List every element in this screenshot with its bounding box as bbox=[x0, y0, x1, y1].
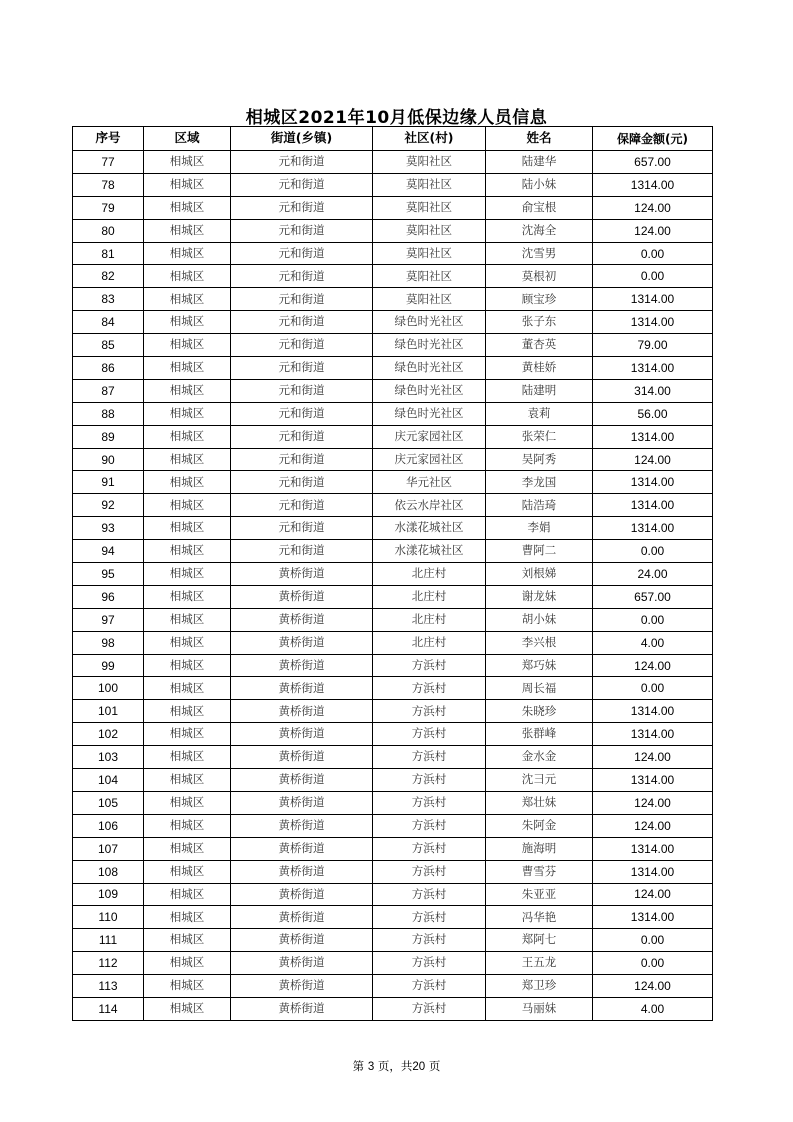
cell-street: 元和街道 bbox=[231, 196, 373, 219]
cell-street: 黄桥街道 bbox=[231, 997, 373, 1020]
cell-index: 109 bbox=[73, 883, 144, 906]
cell-amount: 1314.00 bbox=[593, 494, 713, 517]
table-row bbox=[73, 929, 713, 952]
cell-district: 相城区 bbox=[144, 517, 231, 540]
cell-street: 黄桥街道 bbox=[231, 860, 373, 883]
cell-index: 103 bbox=[73, 746, 144, 769]
cell-index: 93 bbox=[73, 517, 144, 540]
footer-suffix: 页 bbox=[428, 1059, 441, 1073]
table-body bbox=[73, 151, 713, 1021]
table-row bbox=[73, 540, 713, 563]
cell-amount: 1314.00 bbox=[593, 906, 713, 929]
cell-street: 元和街道 bbox=[231, 173, 373, 196]
cell-community: 依云水岸社区 bbox=[373, 494, 486, 517]
cell-amount: 1314.00 bbox=[593, 425, 713, 448]
cell-street: 黄桥街道 bbox=[231, 746, 373, 769]
cell-amount: 56.00 bbox=[593, 402, 713, 425]
cell-district: 相城区 bbox=[144, 860, 231, 883]
cell-amount: 124.00 bbox=[593, 448, 713, 471]
cell-community: 方浜村 bbox=[373, 837, 486, 860]
current-page-number: 3 bbox=[367, 1061, 375, 1073]
cell-community: 水漾花城社区 bbox=[373, 540, 486, 563]
cell-district: 相城区 bbox=[144, 448, 231, 471]
total-page-count: 20 bbox=[412, 1061, 426, 1073]
cell-name: 王五龙 bbox=[486, 952, 593, 975]
cell-community: 北庄村 bbox=[373, 563, 486, 586]
cell-index: 83 bbox=[73, 288, 144, 311]
cell-community: 莫阳社区 bbox=[373, 265, 486, 288]
cell-community: 方浜村 bbox=[373, 975, 486, 998]
cell-index: 91 bbox=[73, 471, 144, 494]
cell-street: 元和街道 bbox=[231, 288, 373, 311]
cell-amount: 4.00 bbox=[593, 631, 713, 654]
document-title: 相城区2021年10月低保边缘人员信息 bbox=[245, 108, 548, 128]
column-header-name: 姓名 bbox=[486, 127, 593, 151]
cell-district: 相城区 bbox=[144, 334, 231, 357]
cell-index: 108 bbox=[73, 860, 144, 883]
cell-community: 方浜村 bbox=[373, 929, 486, 952]
cell-community: 北庄村 bbox=[373, 631, 486, 654]
table-row bbox=[73, 700, 713, 723]
table-row bbox=[73, 402, 713, 425]
cell-name: 刘根娣 bbox=[486, 563, 593, 586]
cell-index: 81 bbox=[73, 242, 144, 265]
cell-name: 曹阿二 bbox=[486, 540, 593, 563]
cell-district: 相城区 bbox=[144, 357, 231, 380]
cell-name: 朱亚亚 bbox=[486, 883, 593, 906]
cell-district: 相城区 bbox=[144, 906, 231, 929]
cell-district: 相城区 bbox=[144, 791, 231, 814]
cell-index: 96 bbox=[73, 585, 144, 608]
cell-index: 92 bbox=[73, 494, 144, 517]
table-row bbox=[73, 608, 713, 631]
cell-index: 90 bbox=[73, 448, 144, 471]
column-header-district: 区域 bbox=[144, 127, 231, 151]
cell-street: 元和街道 bbox=[231, 265, 373, 288]
cell-district: 相城区 bbox=[144, 929, 231, 952]
cell-community: 方浜村 bbox=[373, 791, 486, 814]
column-header-community: 社区(村) bbox=[373, 127, 486, 151]
table-row bbox=[73, 791, 713, 814]
cell-index: 84 bbox=[73, 311, 144, 334]
table-row bbox=[73, 196, 713, 219]
cell-community: 莫阳社区 bbox=[373, 242, 486, 265]
cell-index: 97 bbox=[73, 608, 144, 631]
cell-district: 相城区 bbox=[144, 997, 231, 1020]
cell-index: 112 bbox=[73, 952, 144, 975]
table-row bbox=[73, 883, 713, 906]
cell-index: 105 bbox=[73, 791, 144, 814]
cell-index: 111 bbox=[73, 929, 144, 952]
cell-name: 陆建明 bbox=[486, 379, 593, 402]
cell-district: 相城区 bbox=[144, 631, 231, 654]
cell-name: 张群峰 bbox=[486, 723, 593, 746]
cell-district: 相城区 bbox=[144, 425, 231, 448]
table-row bbox=[73, 471, 713, 494]
cell-amount: 0.00 bbox=[593, 242, 713, 265]
cell-district: 相城区 bbox=[144, 288, 231, 311]
cell-name: 朱晓珍 bbox=[486, 700, 593, 723]
cell-district: 相城区 bbox=[144, 151, 231, 174]
cell-street: 黄桥街道 bbox=[231, 700, 373, 723]
cell-district: 相城区 bbox=[144, 379, 231, 402]
cell-amount: 124.00 bbox=[593, 746, 713, 769]
cell-amount: 314.00 bbox=[593, 379, 713, 402]
cell-district: 相城区 bbox=[144, 494, 231, 517]
cell-district: 相城区 bbox=[144, 311, 231, 334]
cell-community: 方浜村 bbox=[373, 952, 486, 975]
cell-amount: 0.00 bbox=[593, 952, 713, 975]
cell-name: 李龙国 bbox=[486, 471, 593, 494]
cell-community: 方浜村 bbox=[373, 700, 486, 723]
cell-index: 78 bbox=[73, 173, 144, 196]
cell-amount: 1314.00 bbox=[593, 311, 713, 334]
cell-amount: 1314.00 bbox=[593, 769, 713, 792]
table-row bbox=[73, 677, 713, 700]
cell-index: 114 bbox=[73, 997, 144, 1020]
cell-amount: 124.00 bbox=[593, 196, 713, 219]
cell-name: 董杏英 bbox=[486, 334, 593, 357]
table-header-row bbox=[73, 127, 713, 151]
cell-name: 朱阿金 bbox=[486, 814, 593, 837]
cell-street: 黄桥街道 bbox=[231, 723, 373, 746]
cell-index: 94 bbox=[73, 540, 144, 563]
cell-street: 黄桥街道 bbox=[231, 769, 373, 792]
table-row bbox=[73, 265, 713, 288]
cell-amount: 124.00 bbox=[593, 791, 713, 814]
cell-name: 周长福 bbox=[486, 677, 593, 700]
cell-name: 陆小妹 bbox=[486, 173, 593, 196]
cell-index: 102 bbox=[73, 723, 144, 746]
cell-district: 相城区 bbox=[144, 837, 231, 860]
cell-street: 黄桥街道 bbox=[231, 631, 373, 654]
cell-name: 胡小妹 bbox=[486, 608, 593, 631]
cell-community: 莫阳社区 bbox=[373, 219, 486, 242]
cell-street: 黄桥街道 bbox=[231, 814, 373, 837]
cell-name: 曹雪芬 bbox=[486, 860, 593, 883]
cell-street: 黄桥街道 bbox=[231, 929, 373, 952]
cell-amount: 1314.00 bbox=[593, 723, 713, 746]
cell-name: 沈海全 bbox=[486, 219, 593, 242]
cell-amount: 0.00 bbox=[593, 929, 713, 952]
table-row bbox=[73, 723, 713, 746]
cell-district: 相城区 bbox=[144, 975, 231, 998]
cell-community: 水漾花城社区 bbox=[373, 517, 486, 540]
cell-amount: 124.00 bbox=[593, 883, 713, 906]
cell-name: 张荣仁 bbox=[486, 425, 593, 448]
cell-street: 黄桥街道 bbox=[231, 654, 373, 677]
cell-district: 相城区 bbox=[144, 219, 231, 242]
table-row bbox=[73, 517, 713, 540]
table-row bbox=[73, 219, 713, 242]
cell-community: 方浜村 bbox=[373, 860, 486, 883]
cell-community: 绿色时光社区 bbox=[373, 311, 486, 334]
cell-name: 马丽妹 bbox=[486, 997, 593, 1020]
cell-index: 82 bbox=[73, 265, 144, 288]
cell-name: 郑阿七 bbox=[486, 929, 593, 952]
table-row bbox=[73, 585, 713, 608]
cell-name: 陆建华 bbox=[486, 151, 593, 174]
cell-district: 相城区 bbox=[144, 723, 231, 746]
footer-prefix: 第 bbox=[352, 1059, 365, 1073]
cell-community: 绿色时光社区 bbox=[373, 357, 486, 380]
table-row bbox=[73, 242, 713, 265]
cell-amount: 657.00 bbox=[593, 151, 713, 174]
table-row bbox=[73, 311, 713, 334]
table-row bbox=[73, 769, 713, 792]
cell-district: 相城区 bbox=[144, 654, 231, 677]
cell-amount: 124.00 bbox=[593, 219, 713, 242]
cell-community: 方浜村 bbox=[373, 883, 486, 906]
cell-district: 相城区 bbox=[144, 883, 231, 906]
cell-name: 吴阿秀 bbox=[486, 448, 593, 471]
cell-street: 元和街道 bbox=[231, 540, 373, 563]
cell-amount: 0.00 bbox=[593, 677, 713, 700]
cell-index: 104 bbox=[73, 769, 144, 792]
table-row bbox=[73, 151, 713, 174]
table-row bbox=[73, 288, 713, 311]
table-row bbox=[73, 997, 713, 1020]
cell-name: 张子东 bbox=[486, 311, 593, 334]
cell-community: 莫阳社区 bbox=[373, 173, 486, 196]
cell-amount: 0.00 bbox=[593, 265, 713, 288]
cell-name: 郑卫珍 bbox=[486, 975, 593, 998]
cell-street: 黄桥街道 bbox=[231, 837, 373, 860]
cell-amount: 1314.00 bbox=[593, 357, 713, 380]
cell-district: 相城区 bbox=[144, 700, 231, 723]
table-row bbox=[73, 814, 713, 837]
cell-community: 绿色时光社区 bbox=[373, 334, 486, 357]
cell-street: 元和街道 bbox=[231, 219, 373, 242]
cell-index: 99 bbox=[73, 654, 144, 677]
cell-street: 黄桥街道 bbox=[231, 608, 373, 631]
cell-street: 元和街道 bbox=[231, 311, 373, 334]
cell-name: 谢龙妹 bbox=[486, 585, 593, 608]
cell-street: 黄桥街道 bbox=[231, 883, 373, 906]
cell-community: 方浜村 bbox=[373, 769, 486, 792]
table-row bbox=[73, 425, 713, 448]
cell-amount: 1314.00 bbox=[593, 288, 713, 311]
cell-index: 98 bbox=[73, 631, 144, 654]
cell-amount: 1314.00 bbox=[593, 700, 713, 723]
cell-amount: 4.00 bbox=[593, 997, 713, 1020]
cell-name: 李娟 bbox=[486, 517, 593, 540]
cell-community: 北庄村 bbox=[373, 608, 486, 631]
cell-community: 方浜村 bbox=[373, 746, 486, 769]
cell-district: 相城区 bbox=[144, 265, 231, 288]
table-row bbox=[73, 173, 713, 196]
table-row bbox=[73, 379, 713, 402]
cell-district: 相城区 bbox=[144, 242, 231, 265]
cell-name: 黄桂娇 bbox=[486, 357, 593, 380]
cell-index: 77 bbox=[73, 151, 144, 174]
footer-middle: 页，共 bbox=[377, 1059, 413, 1073]
cell-community: 庆元家园社区 bbox=[373, 448, 486, 471]
cell-street: 元和街道 bbox=[231, 517, 373, 540]
cell-community: 华元社区 bbox=[373, 471, 486, 494]
cell-amount: 124.00 bbox=[593, 654, 713, 677]
cell-community: 方浜村 bbox=[373, 906, 486, 929]
cell-community: 方浜村 bbox=[373, 677, 486, 700]
cell-community: 绿色时光社区 bbox=[373, 402, 486, 425]
cell-street: 元和街道 bbox=[231, 379, 373, 402]
cell-district: 相城区 bbox=[144, 677, 231, 700]
cell-amount: 657.00 bbox=[593, 585, 713, 608]
cell-name: 袁莉 bbox=[486, 402, 593, 425]
column-header-index: 序号 bbox=[73, 127, 144, 151]
cell-amount: 0.00 bbox=[593, 608, 713, 631]
cell-index: 88 bbox=[73, 402, 144, 425]
cell-district: 相城区 bbox=[144, 769, 231, 792]
cell-district: 相城区 bbox=[144, 196, 231, 219]
cell-name: 金水金 bbox=[486, 746, 593, 769]
cell-community: 绿色时光社区 bbox=[373, 379, 486, 402]
cell-amount: 124.00 bbox=[593, 975, 713, 998]
cell-street: 元和街道 bbox=[231, 425, 373, 448]
cell-index: 100 bbox=[73, 677, 144, 700]
table-row bbox=[73, 837, 713, 860]
cell-index: 86 bbox=[73, 357, 144, 380]
cell-street: 黄桥街道 bbox=[231, 677, 373, 700]
cell-community: 方浜村 bbox=[373, 997, 486, 1020]
table-row bbox=[73, 563, 713, 586]
cell-community: 莫阳社区 bbox=[373, 151, 486, 174]
cell-name: 冯华艳 bbox=[486, 906, 593, 929]
cell-amount: 0.00 bbox=[593, 540, 713, 563]
cell-street: 元和街道 bbox=[231, 494, 373, 517]
cell-name: 李兴根 bbox=[486, 631, 593, 654]
cell-street: 元和街道 bbox=[231, 402, 373, 425]
table-row bbox=[73, 746, 713, 769]
cell-street: 黄桥街道 bbox=[231, 585, 373, 608]
cell-street: 元和街道 bbox=[231, 334, 373, 357]
table-row bbox=[73, 334, 713, 357]
cell-index: 101 bbox=[73, 700, 144, 723]
cell-amount: 1314.00 bbox=[593, 517, 713, 540]
table-row bbox=[73, 906, 713, 929]
cell-district: 相城区 bbox=[144, 814, 231, 837]
cell-street: 黄桥街道 bbox=[231, 791, 373, 814]
table-row bbox=[73, 975, 713, 998]
table-row bbox=[73, 494, 713, 517]
cell-index: 80 bbox=[73, 219, 144, 242]
cell-index: 89 bbox=[73, 425, 144, 448]
cell-amount: 1314.00 bbox=[593, 471, 713, 494]
cell-community: 北庄村 bbox=[373, 585, 486, 608]
page-footer bbox=[0, 1058, 793, 1074]
cell-index: 110 bbox=[73, 906, 144, 929]
cell-amount: 24.00 bbox=[593, 563, 713, 586]
cell-name: 莫根初 bbox=[486, 265, 593, 288]
cell-community: 方浜村 bbox=[373, 814, 486, 837]
recipients-table bbox=[72, 126, 713, 1021]
column-header-amount: 保障金额(元) bbox=[593, 127, 713, 151]
cell-name: 施海明 bbox=[486, 837, 593, 860]
cell-index: 87 bbox=[73, 379, 144, 402]
cell-community: 方浜村 bbox=[373, 723, 486, 746]
cell-amount: 124.00 bbox=[593, 814, 713, 837]
cell-street: 黄桥街道 bbox=[231, 563, 373, 586]
cell-index: 113 bbox=[73, 975, 144, 998]
cell-community: 莫阳社区 bbox=[373, 288, 486, 311]
cell-amount: 1314.00 bbox=[593, 860, 713, 883]
cell-street: 元和街道 bbox=[231, 357, 373, 380]
table-row bbox=[73, 631, 713, 654]
cell-district: 相城区 bbox=[144, 585, 231, 608]
cell-street: 元和街道 bbox=[231, 151, 373, 174]
cell-amount: 79.00 bbox=[593, 334, 713, 357]
cell-amount: 1314.00 bbox=[593, 837, 713, 860]
cell-index: 106 bbox=[73, 814, 144, 837]
cell-street: 黄桥街道 bbox=[231, 975, 373, 998]
cell-district: 相城区 bbox=[144, 563, 231, 586]
cell-district: 相城区 bbox=[144, 471, 231, 494]
cell-street: 元和街道 bbox=[231, 471, 373, 494]
table-row bbox=[73, 654, 713, 677]
cell-district: 相城区 bbox=[144, 952, 231, 975]
cell-street: 元和街道 bbox=[231, 448, 373, 471]
cell-community: 方浜村 bbox=[373, 654, 486, 677]
cell-index: 79 bbox=[73, 196, 144, 219]
cell-street: 黄桥街道 bbox=[231, 906, 373, 929]
cell-district: 相城区 bbox=[144, 402, 231, 425]
cell-name: 沈彐元 bbox=[486, 769, 593, 792]
column-header-street: 街道(乡镇) bbox=[231, 127, 373, 151]
cell-street: 元和街道 bbox=[231, 242, 373, 265]
cell-community: 莫阳社区 bbox=[373, 196, 486, 219]
cell-district: 相城区 bbox=[144, 173, 231, 196]
cell-community: 庆元家园社区 bbox=[373, 425, 486, 448]
cell-amount: 1314.00 bbox=[593, 173, 713, 196]
cell-name: 俞宝根 bbox=[486, 196, 593, 219]
cell-district: 相城区 bbox=[144, 540, 231, 563]
cell-name: 沈雪男 bbox=[486, 242, 593, 265]
cell-name: 陆浩琦 bbox=[486, 494, 593, 517]
cell-name: 顾宝珍 bbox=[486, 288, 593, 311]
cell-name: 郑壮妹 bbox=[486, 791, 593, 814]
cell-name: 郑巧妹 bbox=[486, 654, 593, 677]
cell-index: 107 bbox=[73, 837, 144, 860]
cell-district: 相城区 bbox=[144, 746, 231, 769]
cell-street: 黄桥街道 bbox=[231, 952, 373, 975]
cell-index: 95 bbox=[73, 563, 144, 586]
table-row bbox=[73, 357, 713, 380]
table-row bbox=[73, 952, 713, 975]
table-row bbox=[73, 448, 713, 471]
table-row bbox=[73, 860, 713, 883]
cell-district: 相城区 bbox=[144, 608, 231, 631]
cell-index: 85 bbox=[73, 334, 144, 357]
